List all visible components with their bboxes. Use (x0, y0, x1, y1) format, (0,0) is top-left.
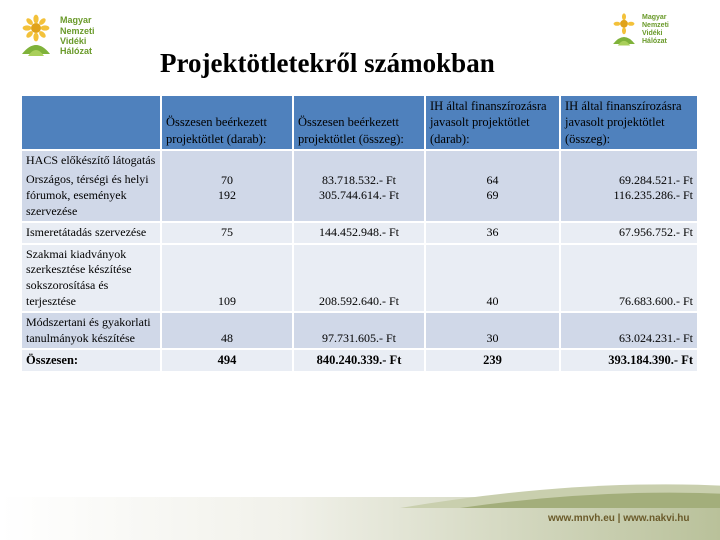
total-ih-count: 239 (426, 350, 559, 370)
logo-text-line: Magyar (642, 13, 667, 21)
amount-value: 305.744.614.- Ft (318, 188, 399, 203)
sunflower-icon (18, 14, 54, 58)
header-corner (22, 96, 160, 149)
table-row (22, 223, 697, 243)
total-count: 494 (162, 350, 292, 370)
ih-count-value: 69 (486, 188, 499, 203)
category-label: Országos, térségi és helyi fórumok, események szervezése (26, 172, 149, 218)
mnvh-logo-right (610, 12, 669, 48)
amount-value: 83.718.532.- Ft (321, 172, 396, 187)
ih-count-value: 30 (426, 313, 559, 348)
footer-swoosh (400, 478, 720, 508)
ih-amount-value: 67.956.752.- Ft (561, 223, 697, 243)
table-row (22, 245, 697, 311)
category-label: HACS előkészítő látogatás (26, 152, 156, 167)
amount-value: 208.592.640.- Ft (294, 245, 424, 311)
ih-amount-value: 76.683.600.- Ft (561, 245, 697, 311)
logo-text-line: Vidéki (642, 30, 663, 37)
total-label: Összesen: (22, 350, 160, 370)
logo-text-line: Vidéki (60, 36, 87, 46)
mnvh-logo-left (18, 14, 95, 58)
total-ih-amount: 393.184.390.- Ft (561, 350, 697, 370)
ih-amount-value: 63.024.231.- Ft (561, 313, 697, 348)
count-cell (162, 151, 292, 221)
ih-count-value: 40 (426, 245, 559, 311)
table-header-row (22, 96, 697, 149)
ih-count-value: 64 (486, 172, 499, 187)
amount-cell (294, 151, 424, 221)
total-row (22, 350, 697, 370)
sunflower-icon (610, 12, 638, 48)
table-row (22, 151, 697, 221)
logo-text-line: Hálózat (642, 38, 667, 46)
category-cell (22, 151, 160, 221)
project-stats-table (20, 94, 699, 373)
logo-text-line: Nemzeti (60, 25, 95, 36)
amount-value: 97.731.605.- Ft (294, 313, 424, 348)
ih-amount-value: 69.284.521.- Ft (618, 172, 693, 187)
logo-text-line: Nemzeti (642, 21, 669, 29)
column-header: IH által finanszírozásra javasolt projektötlet (darab): (426, 96, 559, 149)
ih-count-value: 36 (426, 223, 559, 243)
total-amount: 840.240.339.- Ft (294, 350, 424, 370)
ih-amount-value: 116.235.286.- Ft (613, 188, 693, 203)
ih-amount-cell (561, 151, 697, 221)
category-label: Módszertani és gyakorlati tanulmányok készítése (22, 313, 160, 348)
ih-count-cell (426, 151, 559, 221)
amount-value: 144.452.948.- Ft (294, 223, 424, 243)
logo-text-line: Hálózat (60, 46, 93, 57)
column-header: Összesen beérkezett projektötlet (darab): (162, 96, 292, 149)
table-row (22, 313, 697, 348)
footer-links[interactable]: www.mnvh.eu | www.nakvi.hu (548, 513, 690, 524)
count-value: 75 (162, 223, 292, 243)
count-value: 192 (218, 188, 236, 203)
category-label: Ismeretátadás szervezése (22, 223, 160, 243)
count-value: 48 (162, 313, 292, 348)
count-value: 109 (162, 245, 292, 311)
column-header: IH által finanszírozásra javasolt projektötlet (összeg): (561, 96, 697, 149)
column-header: Összesen beérkezett projektötlet (összeg): (294, 96, 424, 149)
count-value: 70 (221, 172, 233, 187)
page-title: Projektötletekről számokban (160, 48, 495, 78)
category-label: Szakmai kiadványok szerkesztése készítése sokszorosítása és terjesztése (22, 245, 160, 311)
logo-text-line: Magyar (60, 15, 92, 26)
